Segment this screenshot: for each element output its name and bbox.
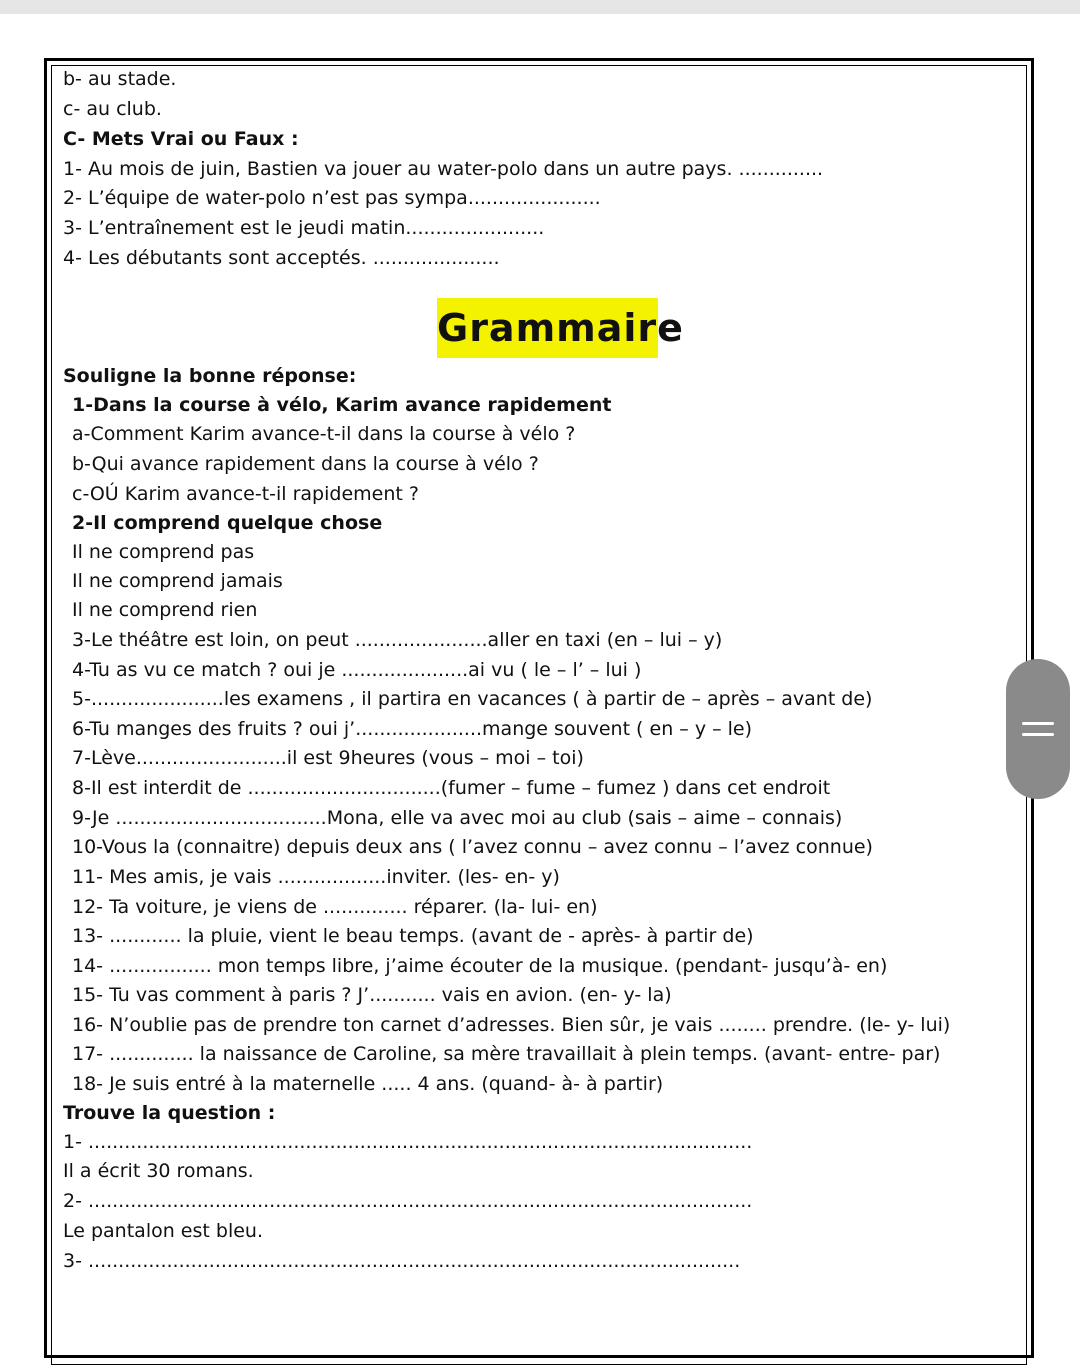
vrai-faux-item-1: 1- Au mois de juin, Bastien va jouer au water-polo dans un autre pays. .............. xyxy=(63,158,824,180)
vrai-faux-item-3: 3- L’entraînement est le jeudi matin....................... xyxy=(63,217,545,239)
grammar-title: Grammaire xyxy=(437,306,684,350)
find-question-blank-3: 3- ............................................................................................................ xyxy=(63,1250,741,1272)
grammar-item-4: 4-Tu as vu ce match ? oui je .....................ai vu ( le – l’ – lui ) xyxy=(72,659,642,681)
q1-option-b: b-Qui avance rapidement dans la course à vélo ? xyxy=(72,453,539,475)
q1-heading: 1-Dans la course à vélo, Karim avance rapidement xyxy=(72,394,612,416)
vrai-faux-heading: C- Mets Vrai ou Faux : xyxy=(63,128,299,150)
find-question-answer-2: Le pantalon est bleu. xyxy=(63,1220,263,1242)
find-question-heading: Trouve la question : xyxy=(63,1102,276,1124)
grammar-item-17: 17- .............. la naissance de Caroline, sa mère travaillait à plein temps. (avant- entre- par) xyxy=(72,1043,941,1065)
grammar-item-9: 9-Je ...................................Mona, elle va avec moi au club (sais – aime – connais) xyxy=(72,807,843,829)
q2-option-1: Il ne comprend pas xyxy=(72,541,255,563)
grammar-item-13: 13- ............ la pluie, vient le beau temps. (avant de - après- à partir de) xyxy=(72,925,754,947)
grammar-item-5: 5-......................les examens , il partira en vacances ( à partir de – après – avant de) xyxy=(72,688,873,710)
grammar-title-highlight xyxy=(437,298,684,358)
grammar-instruction: Souligne la bonne réponse: xyxy=(63,365,357,387)
find-question-answer-1: Il a écrit 30 romans. xyxy=(63,1160,254,1182)
find-question-blank-1: 1- .............................................................................................................. xyxy=(63,1131,753,1153)
q1-option-c: c-OÚ Karim avance-t-il rapidement ? xyxy=(72,483,419,505)
vrai-faux-item-4: 4- Les débutants sont acceptés. ..................... xyxy=(63,247,500,269)
grammar-item-10: 10-Vous la (connaitre) depuis deux ans ( l’avez connu – avez connu – l’avez connue) xyxy=(72,836,873,858)
grammar-item-11: 11- Mes amis, je vais ..................inviter. (les- en- y) xyxy=(72,866,560,888)
option-b-stade: b- au stade. xyxy=(63,68,177,90)
grammar-item-7: 7-Lève.........................il est 9heures (vous – moi – toi) xyxy=(72,747,584,769)
grammar-item-6: 6-Tu manges des fruits ? oui j’.....................mange souvent ( en – y – le) xyxy=(72,718,753,740)
q2-option-3: Il ne comprend rien xyxy=(72,599,258,621)
grammar-item-12: 12- Ta voiture, je viens de .............. réparer. (la- lui- en) xyxy=(72,896,598,918)
grammar-item-18: 18- Je suis entré à la maternelle ..... 4 ans. (quand- à- à partir) xyxy=(72,1073,664,1095)
vrai-faux-item-2: 2- L’équipe de water-polo n’est pas sympa...................... xyxy=(63,187,601,209)
grammar-item-14: 14- ................. mon temps libre, j’aime écouter de la musique. (pendant- jusqu’à- en) xyxy=(72,955,888,977)
option-c-club: c- au club. xyxy=(63,98,162,120)
q2-heading: 2-Il comprend quelque chose xyxy=(72,512,383,534)
drag-handle-icon-bar xyxy=(1022,733,1054,736)
side-drag-handle[interactable] xyxy=(1006,659,1070,799)
grammar-item-8: 8-Il est interdit de ................................(fumer – fume – fumez ) dans cet endroit xyxy=(72,777,831,799)
q2-option-2: Il ne comprend jamais xyxy=(72,570,283,592)
drag-handle-icon xyxy=(1022,722,1054,725)
q1-option-a: a-Comment Karim avance-t-il dans la course à vélo ? xyxy=(72,423,576,445)
grammar-item-16: 16- N’oublie pas de prendre ton carnet d’adresses. Bien sûr, je vais ........ prendre. (le- y- lui) xyxy=(72,1014,951,1036)
grammar-item-15: 15- Tu vas comment à paris ? J’........... vais en avion. (en- y- la) xyxy=(72,984,672,1006)
find-question-blank-2: 2- .............................................................................................................. xyxy=(63,1190,753,1212)
grammar-item-3: 3-Le théâtre est loin, on peut ......................aller en taxi (en – lui – y) xyxy=(72,629,723,651)
